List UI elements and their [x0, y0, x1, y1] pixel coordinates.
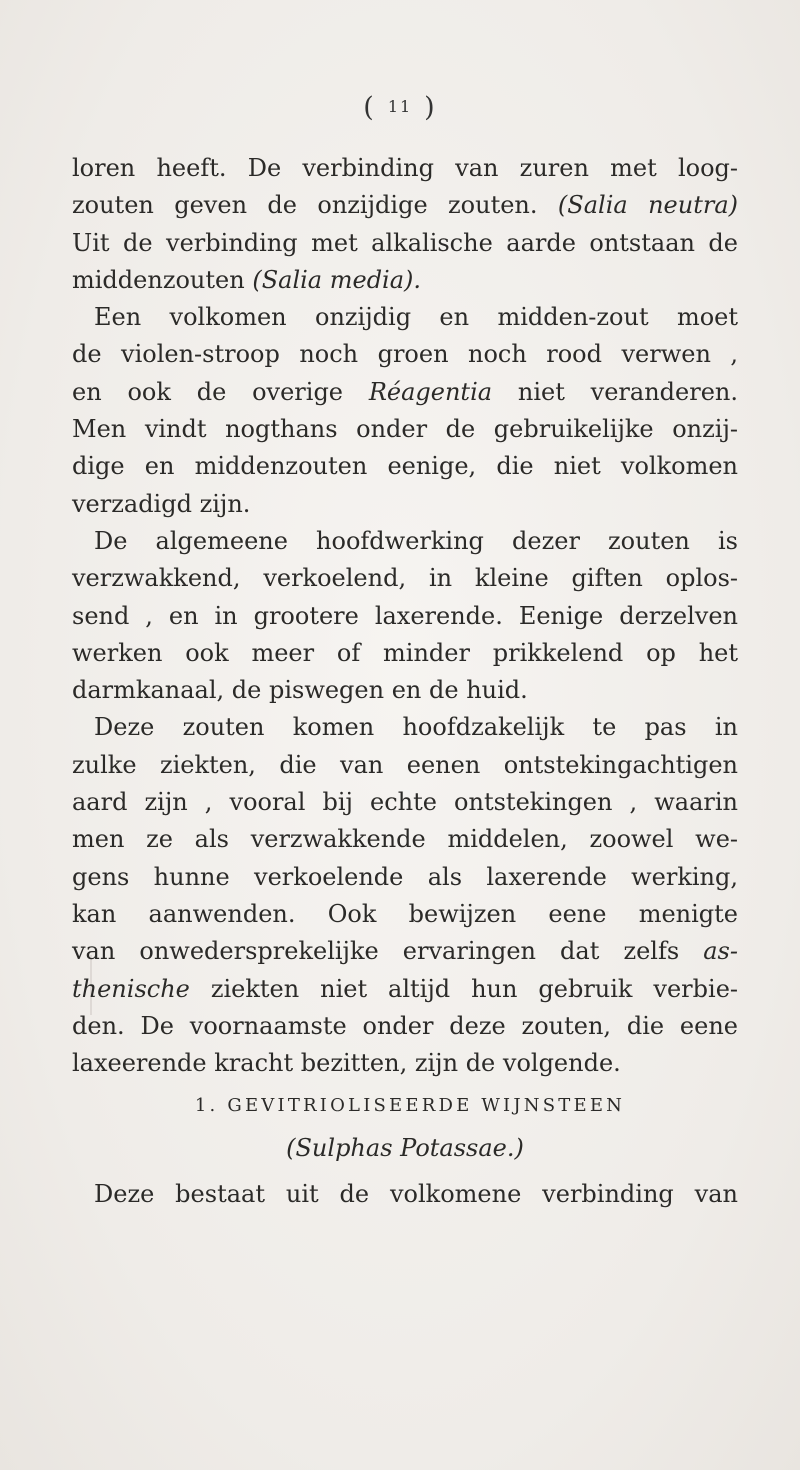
italic-term: (Salia media).	[252, 265, 422, 294]
text-line: loren heeft. De verbinding van zuren met loog-	[72, 154, 738, 182]
text-line: Men vindt nogthans onder de gebruikelijke onzij-	[72, 415, 738, 444]
page-number-open-paren: (	[363, 92, 376, 123]
text-line: send , en in grootere laxerende. Eenige derzelven	[72, 601, 738, 630]
text-line: laxeerende kracht bezitten, zijn de volgende.	[72, 1049, 621, 1078]
text-line: Uit de verbinding met alkalische aarde ontstaan de	[72, 228, 738, 257]
text-line	[72, 262, 738, 299]
text-span: ziekten niet altijd hun gebruik verbie-	[210, 974, 739, 1003]
italic-term: thenische	[72, 974, 190, 1003]
section-latin-name: (Sulphas Potassae.)	[286, 1134, 524, 1163]
page-number-close-paren: )	[424, 92, 437, 123]
text-line: aard zijn , vooral bij echte ontstekingen , waarin	[72, 788, 738, 817]
italic-term: (Salia neutra)	[557, 191, 738, 220]
text-line: kan aanwenden. Ook bewijzen eene menigte	[72, 899, 738, 928]
text-line: zulke ziekten, die van eenen ontstekingachtigen	[72, 750, 738, 779]
body-text	[72, 150, 738, 1214]
italic-term: Réagentia	[368, 377, 493, 406]
text-line: verzwakkend, verkoelend, in kleine giften oplos-	[72, 564, 738, 593]
text-line: Een volkomen onzijdig en midden-zout moet	[94, 303, 738, 332]
section-heading: 1. GEVITRIOLISEERDE WIJNSTEEN	[194, 1095, 626, 1117]
text-span: en ook de overige	[72, 377, 344, 406]
text-line	[72, 933, 738, 970]
text-line	[72, 187, 738, 224]
text-line	[72, 374, 738, 411]
text-line: gens hunne verkoelende als laxerende werking,	[72, 862, 738, 891]
text-line: darmkanaal, de piswegen en de huid.	[72, 676, 528, 705]
text-line: De algemeene hoofdwerking dezer zouten is	[94, 526, 738, 555]
text-line: de violen-stroop noch groen noch rood verwen ,	[72, 340, 738, 369]
text-span: niet veranderen.	[517, 377, 738, 406]
text-line: werken ook meer of minder prikkelend op het	[72, 638, 738, 667]
text-line: dige en middenzouten eenige, die niet volkomen	[72, 452, 738, 481]
text-span: van onwedersprekelijke ervaringen dat zelfs	[72, 937, 680, 966]
text-line	[72, 971, 738, 1008]
text-line: verzadigd zijn.	[72, 489, 251, 518]
text-span: zouten geven de onzijdige zouten.	[72, 191, 538, 220]
page-number-value: 11	[387, 97, 413, 116]
text-line: Deze zouten komen hoofdzakelijk te pas in	[94, 713, 738, 742]
text-line: men ze als verzwakkende middelen, zoowel we-	[72, 825, 738, 854]
text-line: den. De voornaamste onder deze zouten, die eene	[72, 1011, 738, 1040]
page-number	[0, 92, 800, 123]
text-span: middenzouten	[72, 265, 245, 294]
italic-term: as-	[703, 937, 738, 966]
text-line: Deze bestaat uit de volkomene verbinding van	[94, 1180, 738, 1209]
